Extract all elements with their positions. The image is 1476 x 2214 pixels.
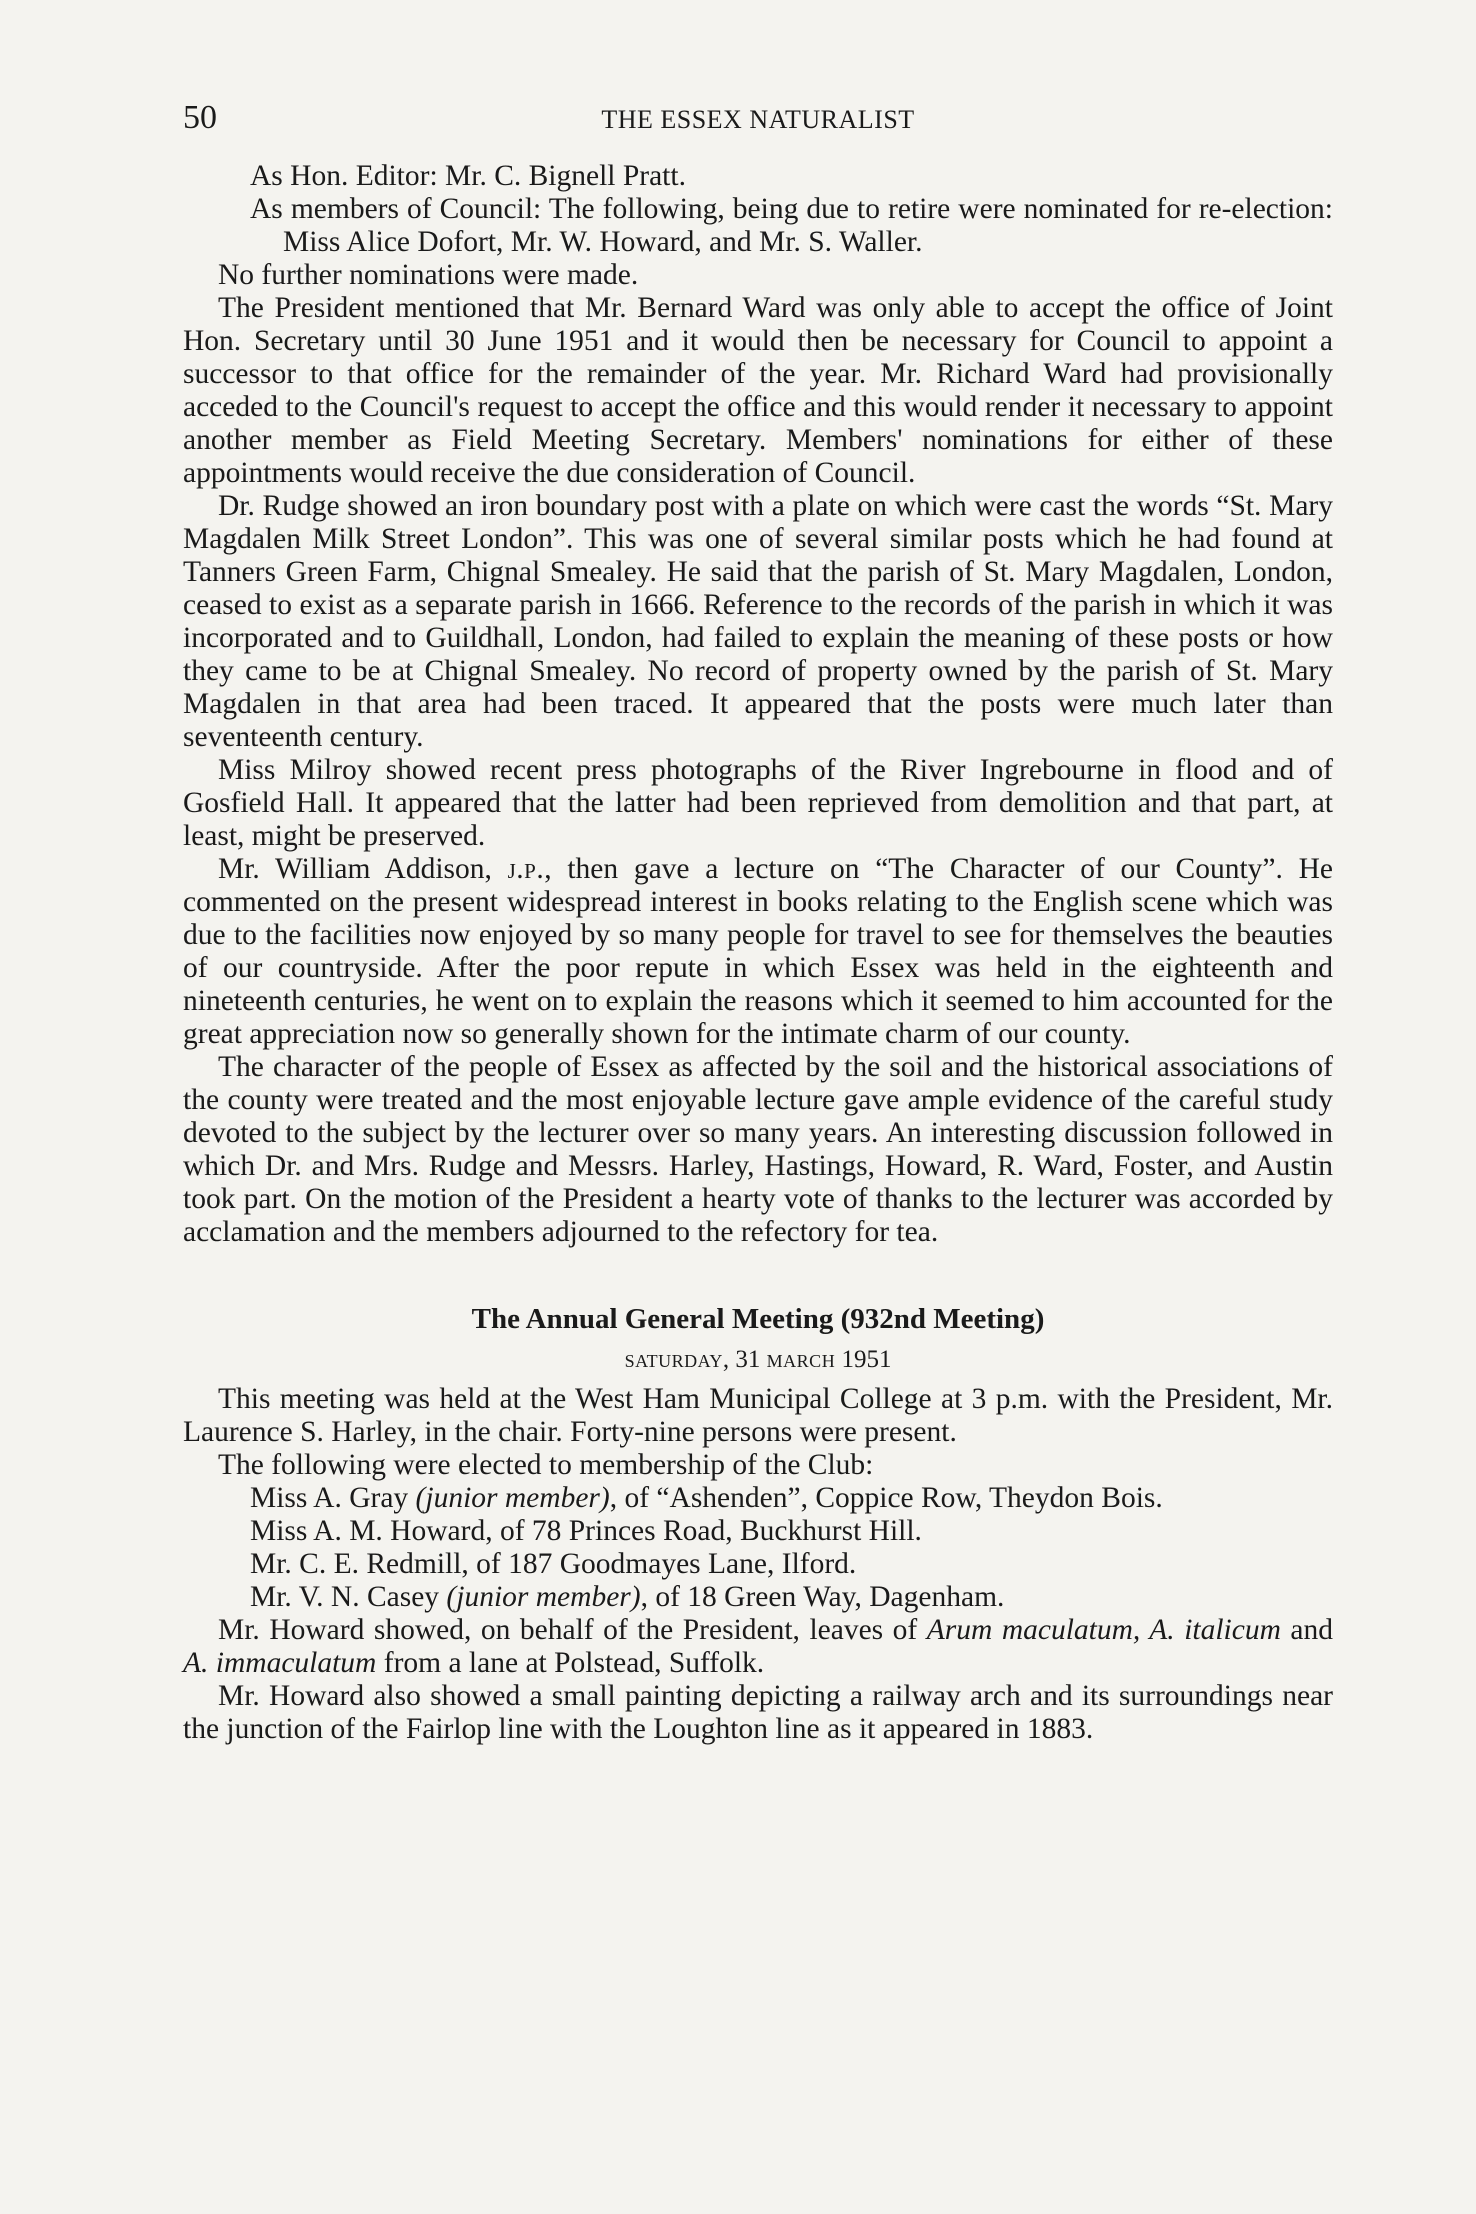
agm-paragraph-painting: Mr. Howard also showed a small painting depicting a railway arch and its surroundings near the junction of the Fairlop line with the Loughton line as it appeared in 1883. xyxy=(183,1680,1333,1745)
page-number: 50 xyxy=(183,99,217,136)
agm-paragraph-arum xyxy=(183,1614,1333,1680)
addison-text-a: Mr. William Addison, xyxy=(218,853,508,885)
section-date xyxy=(183,1343,1333,1377)
paragraph-secretary: The President mentioned that Mr. Bernard Ward was only able to accept the office of Joint Hon. Secretary until 30 June 1951 and it would then be necessary for Council to appoint a successor to that office for the remainder of the year. Mr. Richard Ward had provisionally acceded to the Council's request to accept the office and this would render it necessary to appoint another member as Field Meeting Secretary. Members' nominations for either of these appointments would receive the due consideration of Council. xyxy=(183,292,1333,489)
addison-text-c: , then gave a lecture on “The Character of our County”. He commented on the present widespread interest in books relating to the English scene which was due to the facilities now enjoyed by so many people for travel to see for themselves the beauties of our countryside. After the poor repute in which Essex was held in the eighteenth and nineteenth centuries, he went on to explain the reasons which it seemed to him accounted for the great appreciation now so generally shown for the intimate charm of our county. xyxy=(183,853,1333,1050)
member-name: Mr. C. E. Redmill, of 187 Goodmayes Lane, Ilford. xyxy=(250,1548,857,1580)
member-rest: , of “Ashenden”, Coppice Row, Theydon Bois. xyxy=(609,1482,1163,1514)
running-title: THE ESSEX NATURALIST xyxy=(601,105,915,134)
member-entry xyxy=(183,1515,1333,1548)
arum-species-1: Arum maculatum, A. italicum xyxy=(926,1614,1281,1646)
paragraph-no-further: No further nominations were made. xyxy=(218,259,639,291)
member-entry xyxy=(183,1581,1333,1614)
agm-paragraph-elected: The following were elected to membership of the Club: xyxy=(218,1449,874,1481)
member-rest: , of 18 Green Way, Dagenham. xyxy=(640,1581,1005,1613)
member-entry xyxy=(183,1482,1333,1515)
member-name: Miss A. M. Howard, of 78 Princes Road, Buckhurst Hill. xyxy=(250,1515,922,1547)
paragraph-milroy: Miss Milroy showed recent press photographs of the River Ingrebourne in flood and of Gosfield Hall. It appeared that the latter had been reprieved from demolition and that part, at least, might be preserved. xyxy=(183,754,1333,852)
member-note: (junior member) xyxy=(446,1581,641,1613)
member-entry xyxy=(183,1548,1333,1581)
section-title: The Annual General Meeting (932nd Meeting) xyxy=(471,1303,1045,1335)
member-name: Mr. V. N. Casey xyxy=(250,1581,447,1613)
member-name: Miss A. Gray xyxy=(250,1482,416,1514)
arum-text-e: from a lane at Polstead, Suffolk. xyxy=(376,1647,765,1679)
date-num: , 31 xyxy=(722,1346,767,1373)
date-year: 1951 xyxy=(835,1346,892,1373)
paragraph-boundary-post: Dr. Rudge showed an iron boundary post with a plate on which were cast the words “St. Mary Magdalen Milk Street London”. This was one of several similar posts which he had found at Tanners Green Farm, Chignal Smealey. He said that the parish of St. Mary Magdalen, London, ceased to exist as a separate parish in 1666. Reference to the records of the parish in which it was incorporated and to Guildhall, London, had failed to explain the meaning of these posts or how they came to be at Chignal Smealey. No record of property owned by the parish of St. Mary Magdalen in that area had been traced. It appeared that the posts were much later than seventeenth century. xyxy=(183,490,1333,753)
paragraph-character: The character of the people of Essex as affected by the soil and the historical associations of the county were treated and the most enjoyable lecture gave ample evidence of the careful study devoted to the subject by the lecturer over so many years. An interesting discussion followed in which Dr. and Mrs. Rudge and Messrs. Harley, Hastings, Howard, R. Ward, Foster, and Austin took part. On the motion of the President a hearty vote of thanks to the lecturer was accorded by acclamation and the members adjourned to the refectory for tea. xyxy=(183,1051,1333,1248)
member-note: (junior member) xyxy=(415,1482,610,1514)
article-body xyxy=(183,160,1333,1746)
agm-paragraph-venue: This meeting was held at the West Ham Municipal College at 3 p.m. with the President, Mr. Laurence S. Harley, in the chair. Forty-nine persons were present. xyxy=(183,1383,1333,1448)
page-header xyxy=(183,98,1333,138)
editor-nomination: As Hon. Editor: Mr. C. Bignell Pratt. xyxy=(250,160,686,192)
date-day: saturday xyxy=(624,1346,723,1373)
addison-jp: j.p. xyxy=(507,853,545,885)
paragraph-addison-lecture xyxy=(183,853,1333,1051)
arum-text-a: Mr. Howard showed, on behalf of the President, leaves of xyxy=(218,1614,927,1646)
date-month: march xyxy=(766,1346,836,1373)
arum-text-c: and xyxy=(1280,1614,1333,1646)
arum-species-2: A. immaculatum xyxy=(183,1647,377,1679)
council-nominations: As members of Council: The following, being due to retire were nominated for re-election: Miss Alice Dofort, Mr. W. Howard, and Mr. S. Waller. xyxy=(250,193,1333,258)
